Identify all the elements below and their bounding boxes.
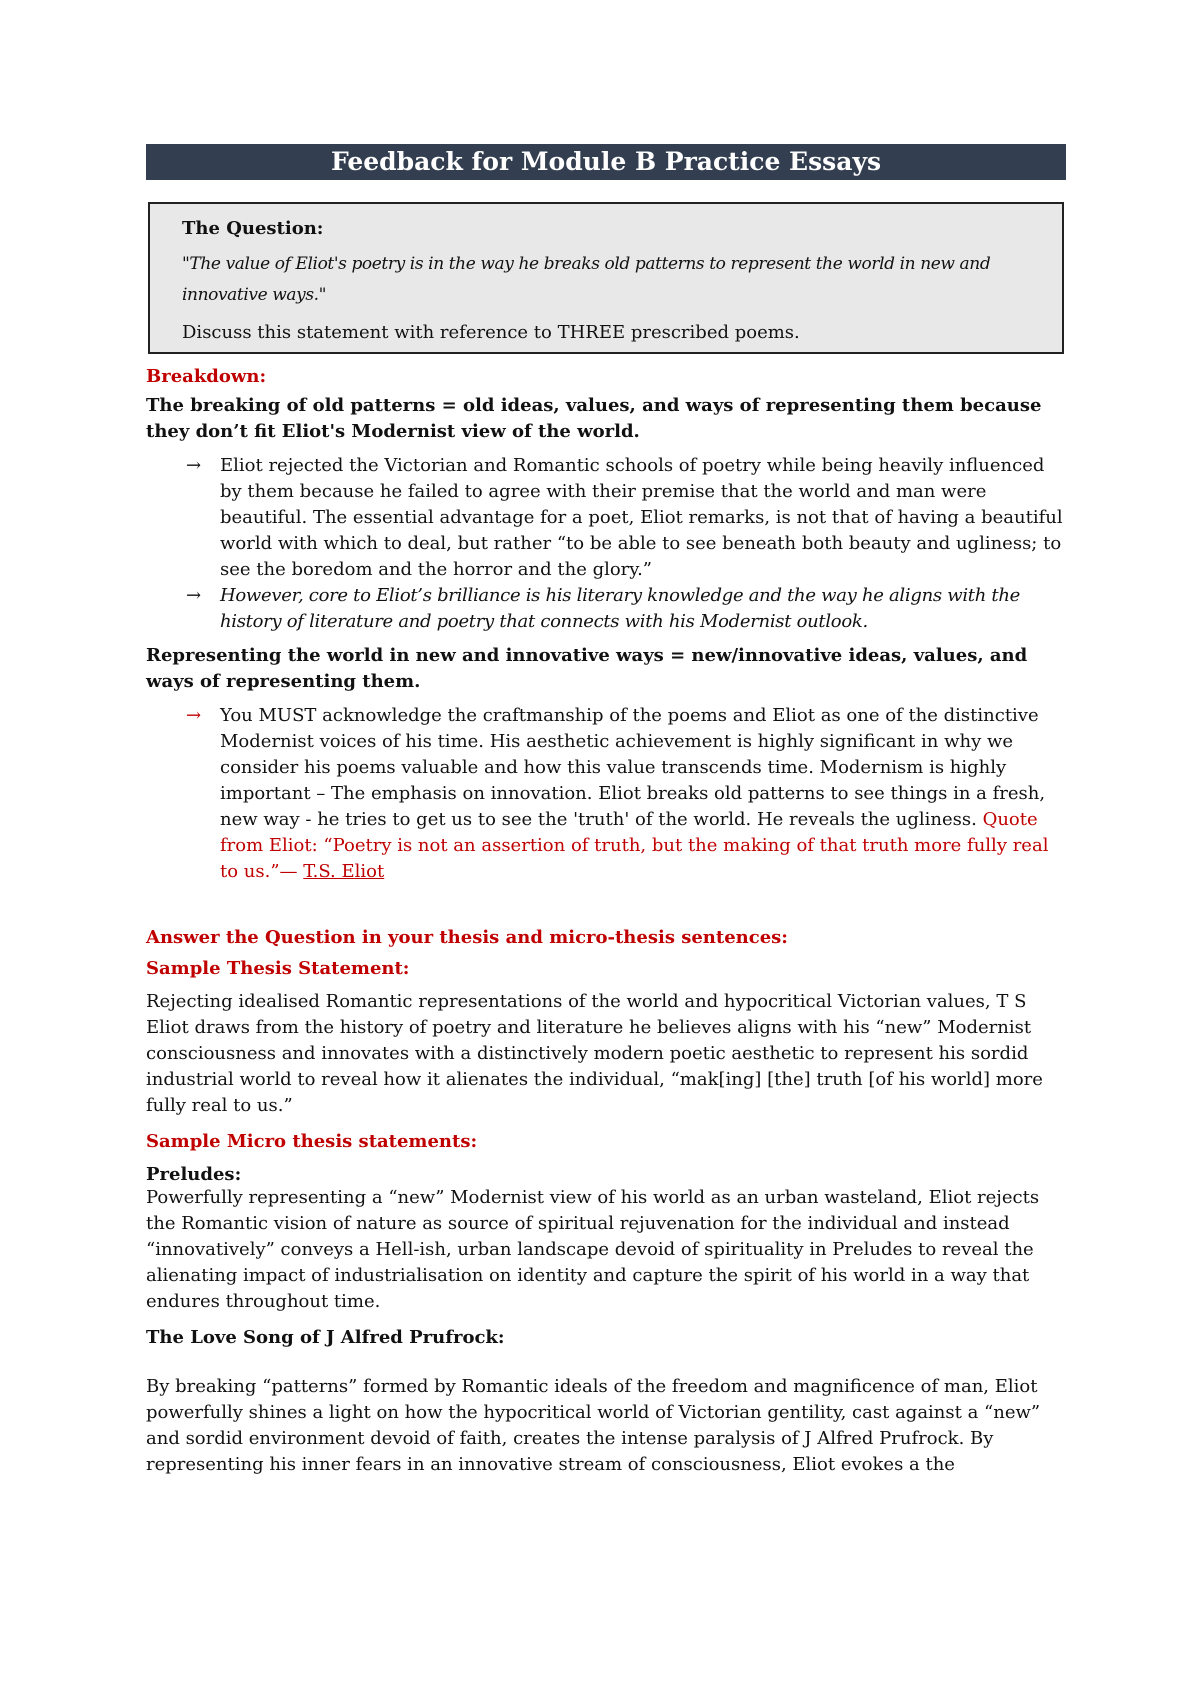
bullet-text: Eliot rejected the Victorian and Romantic schools of poetry while being heavily influenced by them because he failed to agree with their premise that the world and man were beautiful. The essential advantage for a poet, Eliot remarks, is not that of having a beautiful world with which to deal, but rather “to be able to see beneath both beauty and ugliness; to see the boredom and the horror and the glory.” (220, 455, 1063, 580)
prufrock-text: By breaking “patterns” formed by Romantic ideals of the freedom and magnificence of man, Eliot powerfully shines a light on how the hypocritical world of Victorian gentility, cast against a “new” and sordid environment devoid of faith, creates the intense paralysis of J Alfred Prufrock. By representing his inner fears in an innovative stream of consciousness, Eliot evokes a the (146, 1376, 1041, 1475)
prufrock-heading: The Love Song of J Alfred Prufrock: (146, 1327, 505, 1348)
section2-heading: Representing the world in new and innovative ways = new/innovative ideas, values, and ways of representing them. (146, 645, 1028, 692)
list-item (146, 583, 1066, 635)
breakdown-heading: Breakdown: (146, 366, 267, 387)
section1-list (146, 453, 1066, 635)
micro-thesis-heading: Sample Micro thesis statements: (146, 1131, 478, 1152)
preludes-heading: Preludes: (146, 1164, 242, 1185)
eliot-quote: Quote from Eliot: “Poetry is not an assertion of truth, but the making of that truth more fully real to us.”— (220, 809, 1049, 882)
arrow-icon: → (186, 585, 202, 606)
list-item (146, 453, 1066, 583)
answer-heading: Answer the Question in your thesis and micro-thesis sentences: (146, 927, 788, 948)
arrow-icon: → (186, 705, 202, 726)
author-link[interactable]: T.S. Eliot (303, 861, 385, 882)
section1-heading: The breaking of old patterns = old ideas, values, and ways of representing them because they don’t fit Eliot's Modernist view of the world. (146, 395, 1042, 442)
document-page (146, 144, 1066, 1478)
arrow-icon: → (186, 455, 202, 476)
bullet-text: You MUST acknowledge the craftmanship of the poems and Eliot as one of the distinctive Modernist voices of his time. His aesthetic achievement is highly significant in why we consider his poems valuable and how this value transcends time. Modernism is highly important – The emphasis on innovation. Eliot breaks old patterns to see things in a fresh, new way - he tries to get us to see the 'truth' of the world. He reveals the ugliness. (220, 705, 1046, 830)
question-box (148, 202, 1064, 354)
thesis-heading: Sample Thesis Statement: (146, 958, 410, 979)
bullet-text: However, core to Eliot’s brilliance is his literary knowledge and the way he aligns with the history of literature and poetry that connects with his Modernist outlook. (220, 585, 1021, 632)
page-title: Feedback for Module B Practice Essays (146, 144, 1066, 180)
list-item (146, 703, 1066, 885)
thesis-text: Rejecting idealised Romantic representations of the world and hypocritical Victorian values, T S Eliot draws from the history of poetry and literature he believes aligns with his “new” Modernist consciousness and innovates with a distinctively modern poetic aesthetic to represent his sordid industrial world to reveal how it alienates the individual, “mak[ing] [the] truth [of his world] more fully real to us.” (146, 991, 1043, 1116)
section2-list (146, 703, 1066, 885)
preludes-text: Powerfully representing a “new” Modernist view of his world as an urban wasteland, Eliot rejects the Romantic vision of nature as source of spiritual rejuvenation for the individual and instead “innovatively” conveys a Hell-ish, urban landscape devoid of spirituality in Preludes to reveal the alienating impact of industrialisation on identity and capture the spirit of his world in a way that endures throughout time. (146, 1187, 1040, 1312)
question-quote: "The value of Eliot's poetry is in the way he breaks old patterns to represent the world in new and innovative ways." (182, 254, 991, 305)
question-task: Discuss this statement with reference to THREE prescribed poems. (182, 322, 800, 343)
question-label: The Question: (182, 218, 324, 239)
